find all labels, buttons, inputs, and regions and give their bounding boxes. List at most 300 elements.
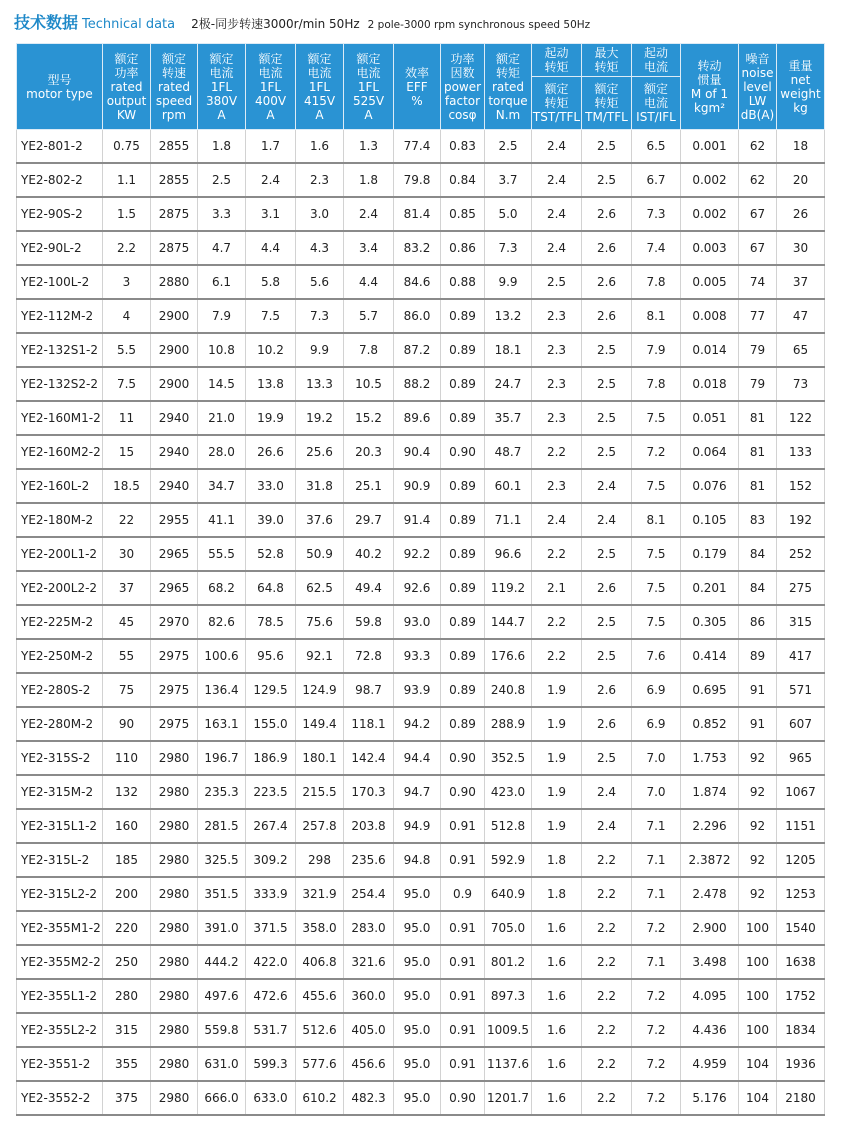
cell-starting-torque-ratio: 2.4 (532, 163, 582, 197)
cell-efficiency: 93.0 (394, 605, 441, 639)
cell-rated-speed: 2980 (151, 979, 198, 1013)
cell-moment-of-inertia: 2.3872 (681, 843, 739, 877)
cell-rated-output: 55 (103, 639, 151, 673)
cell-net-weight: 1151 (777, 809, 825, 843)
header-text-line: 转速 (161, 65, 186, 80)
cell-starting-torque-ratio: 2.1 (532, 571, 582, 605)
cell-rated-torque: 144.7 (485, 605, 532, 639)
cell-rated-speed: 2975 (151, 639, 198, 673)
cell-rated-output: 45 (103, 605, 151, 639)
table-row (17, 401, 825, 435)
header-text-line: net (790, 72, 811, 87)
cell-net-weight: 47 (777, 299, 825, 333)
cell-model: YE2-180M-2 (17, 503, 103, 537)
cell-current-525v: 2.4 (344, 197, 394, 231)
cell-power-factor: 0.86 (441, 231, 485, 265)
table-row (17, 571, 825, 605)
cell-efficiency: 84.6 (394, 265, 441, 299)
cell-rated-speed: 2980 (151, 775, 198, 809)
cell-net-weight: 275 (777, 571, 825, 605)
header-text-line: 额定 (544, 82, 569, 96)
cell-efficiency: 83.2 (394, 231, 441, 265)
cell-rated-speed: 2970 (151, 605, 198, 639)
cell-moment-of-inertia: 0.201 (681, 571, 739, 605)
header-text-line: M of 1 (690, 86, 729, 101)
table-row (17, 299, 825, 333)
cell-power-factor: 0.89 (441, 571, 485, 605)
cell-moment-of-inertia: 0.179 (681, 537, 739, 571)
cell-moment-of-inertia: 0.305 (681, 605, 739, 639)
cell-starting-current-ratio: 7.5 (632, 469, 681, 503)
cell-current-525v: 254.4 (344, 877, 394, 911)
cell-current-380v: 391.0 (198, 911, 246, 945)
cell-starting-torque-ratio: 1.9 (532, 707, 582, 741)
cell-rated-output: 4 (103, 299, 151, 333)
cell-moment-of-inertia: 0.695 (681, 673, 739, 707)
cell-starting-torque-ratio: 2.3 (532, 367, 582, 401)
cell-efficiency: 94.2 (394, 707, 441, 741)
cell-current-415v: 215.5 (296, 775, 344, 809)
header-text-line: A (364, 107, 373, 122)
table-row (17, 741, 825, 775)
cell-noise-level: 67 (739, 197, 777, 231)
cell-power-factor: 0.89 (441, 537, 485, 571)
header-text-line: 电流 (643, 60, 668, 74)
cell-model: YE2-355L1-2 (17, 979, 103, 1013)
cell-current-525v: 49.4 (344, 571, 394, 605)
cell-rated-output: 1.1 (103, 163, 151, 197)
table-row (17, 843, 825, 877)
cell-rated-speed: 2980 (151, 877, 198, 911)
header-text-line: speed (155, 93, 193, 108)
cell-current-400v: 78.5 (246, 605, 296, 639)
cell-current-525v: 170.3 (344, 775, 394, 809)
table-row (17, 809, 825, 843)
cell-current-415v: 358.0 (296, 911, 344, 945)
cell-efficiency: 95.0 (394, 1081, 441, 1115)
column-header-moment-of-inertia (681, 44, 739, 130)
header-text-line: 重量 (788, 58, 813, 73)
cell-max-torque-ratio: 2.2 (582, 1081, 632, 1115)
cell-current-400v: 3.1 (246, 197, 296, 231)
cell-current-415v: 610.2 (296, 1081, 344, 1115)
cell-efficiency: 94.7 (394, 775, 441, 809)
header-text-line: 额定 (356, 51, 381, 66)
cell-rated-torque: 13.2 (485, 299, 532, 333)
table-row (17, 503, 825, 537)
header-text-line: IST/IFL (636, 110, 676, 124)
cell-power-factor: 0.90 (441, 775, 485, 809)
cell-max-torque-ratio: 2.5 (582, 401, 632, 435)
cell-max-torque-ratio: 2.6 (582, 673, 632, 707)
cell-model: YE2-280S-2 (17, 673, 103, 707)
table-row (17, 911, 825, 945)
cell-rated-output: 18.5 (103, 469, 151, 503)
cell-current-400v: 10.2 (246, 333, 296, 367)
cell-starting-torque-ratio: 2.3 (532, 401, 582, 435)
cell-current-415v: 37.6 (296, 503, 344, 537)
cell-rated-torque: 5.0 (485, 197, 532, 231)
cell-current-380v: 1.8 (198, 130, 246, 164)
cell-moment-of-inertia: 2.296 (681, 809, 739, 843)
cell-max-torque-ratio: 2.4 (582, 469, 632, 503)
cell-starting-current-ratio: 7.5 (632, 401, 681, 435)
cell-moment-of-inertia: 4.959 (681, 1047, 739, 1081)
cell-net-weight: 1834 (777, 1013, 825, 1047)
cell-current-525v: 25.1 (344, 469, 394, 503)
cell-max-torque-ratio: 2.5 (582, 537, 632, 571)
header-text-line: 转矩 (594, 60, 619, 74)
cell-model: YE2-200L2-2 (17, 571, 103, 605)
cell-starting-torque-ratio: 2.4 (532, 197, 582, 231)
cell-rated-speed: 2955 (151, 503, 198, 537)
cell-current-525v: 20.3 (344, 435, 394, 469)
title-english: Technical data (82, 17, 176, 32)
cell-power-factor: 0.84 (441, 163, 485, 197)
cell-rated-output: 5.5 (103, 333, 151, 367)
cell-net-weight: 20 (777, 163, 825, 197)
cell-current-400v: 129.5 (246, 673, 296, 707)
cell-current-380v: 444.2 (198, 945, 246, 979)
cell-power-factor: 0.89 (441, 673, 485, 707)
cell-starting-current-ratio: 6.5 (632, 130, 681, 164)
header-numerator (582, 44, 631, 77)
cell-current-400v: 422.0 (246, 945, 296, 979)
title-chinese: 技术数据 (14, 13, 79, 32)
header-text-line: 1FL (357, 79, 380, 94)
cell-power-factor: 0.90 (441, 1081, 485, 1115)
table-row (17, 979, 825, 1013)
cell-rated-torque: 119.2 (485, 571, 532, 605)
cell-current-415v: 406.8 (296, 945, 344, 979)
cell-current-380v: 497.6 (198, 979, 246, 1013)
cell-noise-level: 84 (739, 537, 777, 571)
cell-rated-torque: 288.9 (485, 707, 532, 741)
cell-rated-speed: 2855 (151, 130, 198, 164)
cell-starting-current-ratio: 7.1 (632, 945, 681, 979)
header-text-line: LW (748, 93, 767, 108)
cell-net-weight: 192 (777, 503, 825, 537)
cell-model: YE2-132S1-2 (17, 333, 103, 367)
cell-rated-output: 110 (103, 741, 151, 775)
cell-current-525v: 142.4 (344, 741, 394, 775)
cell-starting-current-ratio: 7.2 (632, 1081, 681, 1115)
cell-model: YE2-355L2-2 (17, 1013, 103, 1047)
cell-power-factor: 0.91 (441, 1013, 485, 1047)
table-row (17, 469, 825, 503)
cell-starting-current-ratio: 7.3 (632, 197, 681, 231)
cell-rated-speed: 2900 (151, 367, 198, 401)
cell-rated-torque: 35.7 (485, 401, 532, 435)
cell-starting-torque-ratio: 2.5 (532, 265, 582, 299)
column-header-power-factor (441, 44, 485, 130)
cell-rated-output: 280 (103, 979, 151, 1013)
cell-moment-of-inertia: 0.005 (681, 265, 739, 299)
cell-rated-output: 185 (103, 843, 151, 877)
cell-power-factor: 0.89 (441, 367, 485, 401)
header-text-line: 因数 (450, 65, 475, 80)
cell-current-415v: 298 (296, 843, 344, 877)
cell-model: YE2-90L-2 (17, 231, 103, 265)
cell-noise-level: 89 (739, 639, 777, 673)
table-row (17, 1081, 825, 1115)
cell-rated-output: 15 (103, 435, 151, 469)
header-text-line: 额定 (495, 51, 520, 66)
header-text-line: N.m (495, 107, 521, 122)
cell-net-weight: 607 (777, 707, 825, 741)
cell-current-400v: 95.6 (246, 639, 296, 673)
table-row (17, 367, 825, 401)
cell-noise-level: 77 (739, 299, 777, 333)
cell-efficiency: 94.9 (394, 809, 441, 843)
cell-model: YE2-315S-2 (17, 741, 103, 775)
cell-current-525v: 283.0 (344, 911, 394, 945)
cell-moment-of-inertia: 5.176 (681, 1081, 739, 1115)
cell-current-415v: 7.3 (296, 299, 344, 333)
header-text-line: 功率 (114, 65, 139, 80)
cell-net-weight: 18 (777, 130, 825, 164)
cell-starting-current-ratio: 7.9 (632, 333, 681, 367)
table-header (17, 44, 825, 130)
cell-current-400v: 64.8 (246, 571, 296, 605)
cell-rated-torque: 705.0 (485, 911, 532, 945)
cell-rated-output: 315 (103, 1013, 151, 1047)
cell-rated-output: 37 (103, 571, 151, 605)
cell-power-factor: 0.88 (441, 265, 485, 299)
column-header-rated-torque (485, 44, 532, 130)
table-row (17, 605, 825, 639)
cell-rated-speed: 2980 (151, 1013, 198, 1047)
cell-current-525v: 72.8 (344, 639, 394, 673)
cell-current-525v: 5.7 (344, 299, 394, 333)
cell-noise-level: 91 (739, 707, 777, 741)
cell-current-380v: 281.5 (198, 809, 246, 843)
cell-moment-of-inertia: 0.064 (681, 435, 739, 469)
header-text-line: rpm (161, 107, 187, 122)
cell-net-weight: 571 (777, 673, 825, 707)
cell-rated-torque: 3.7 (485, 163, 532, 197)
cell-current-380v: 100.6 (198, 639, 246, 673)
cell-moment-of-inertia: 0.002 (681, 163, 739, 197)
header-text-line: 起动 (544, 46, 569, 60)
cell-rated-output: 75 (103, 673, 151, 707)
cell-moment-of-inertia: 2.478 (681, 877, 739, 911)
cell-moment-of-inertia: 4.436 (681, 1013, 739, 1047)
cell-starting-torque-ratio: 1.9 (532, 741, 582, 775)
cell-model: YE2-160M2-2 (17, 435, 103, 469)
cell-model: YE2-802-2 (17, 163, 103, 197)
cell-model: YE2-160L-2 (17, 469, 103, 503)
cell-rated-output: 200 (103, 877, 151, 911)
cell-current-525v: 10.5 (344, 367, 394, 401)
cell-rated-speed: 2980 (151, 843, 198, 877)
cell-current-380v: 14.5 (198, 367, 246, 401)
cell-net-weight: 417 (777, 639, 825, 673)
cell-starting-torque-ratio: 1.8 (532, 843, 582, 877)
cell-power-factor: 0.89 (441, 299, 485, 333)
cell-current-400v: 333.9 (246, 877, 296, 911)
cell-power-factor: 0.89 (441, 707, 485, 741)
cell-power-factor: 0.89 (441, 503, 485, 537)
cell-current-525v: 235.6 (344, 843, 394, 877)
cell-noise-level: 100 (739, 1013, 777, 1047)
cell-net-weight: 1253 (777, 877, 825, 911)
cell-starting-torque-ratio: 1.6 (532, 1047, 582, 1081)
header-denominator (532, 77, 581, 129)
cell-rated-speed: 2900 (151, 299, 198, 333)
cell-noise-level: 104 (739, 1047, 777, 1081)
cell-efficiency: 94.4 (394, 741, 441, 775)
cell-current-400v: 33.0 (246, 469, 296, 503)
cell-current-415v: 9.9 (296, 333, 344, 367)
cell-current-400v: 1.7 (246, 130, 296, 164)
cell-net-weight: 73 (777, 367, 825, 401)
cell-max-torque-ratio: 2.2 (582, 1013, 632, 1047)
cell-current-400v: 19.9 (246, 401, 296, 435)
cell-current-415v: 4.3 (296, 231, 344, 265)
cell-efficiency: 95.0 (394, 1013, 441, 1047)
cell-model: YE2-132S2-2 (17, 367, 103, 401)
cell-current-400v: 531.7 (246, 1013, 296, 1047)
cell-starting-current-ratio: 8.1 (632, 503, 681, 537)
cell-starting-current-ratio: 7.2 (632, 911, 681, 945)
header-text-line: 额定 (643, 82, 668, 96)
cell-starting-current-ratio: 7.1 (632, 877, 681, 911)
cell-max-torque-ratio: 2.4 (582, 503, 632, 537)
cell-power-factor: 0.90 (441, 741, 485, 775)
cell-efficiency: 93.3 (394, 639, 441, 673)
cell-max-torque-ratio: 2.5 (582, 605, 632, 639)
cell-noise-level: 62 (739, 163, 777, 197)
cell-max-torque-ratio: 2.2 (582, 945, 632, 979)
cell-current-525v: 1.3 (344, 130, 394, 164)
cell-rated-output: 220 (103, 911, 151, 945)
cell-rated-speed: 2940 (151, 469, 198, 503)
cell-rated-output: 7.5 (103, 367, 151, 401)
cell-rated-torque: 801.2 (485, 945, 532, 979)
cell-current-400v: 472.6 (246, 979, 296, 1013)
cell-starting-torque-ratio: 2.4 (532, 130, 582, 164)
cell-current-400v: 267.4 (246, 809, 296, 843)
cell-noise-level: 86 (739, 605, 777, 639)
cell-current-415v: 124.9 (296, 673, 344, 707)
cell-current-525v: 456.6 (344, 1047, 394, 1081)
header-text-line: 1FL (210, 79, 233, 94)
cell-rated-torque: 2.5 (485, 130, 532, 164)
cell-model: YE2-200L1-2 (17, 537, 103, 571)
cell-starting-current-ratio: 7.2 (632, 435, 681, 469)
cell-current-380v: 28.0 (198, 435, 246, 469)
cell-starting-torque-ratio: 2.4 (532, 231, 582, 265)
cell-model: YE2-280M-2 (17, 707, 103, 741)
cell-rated-output: 3 (103, 265, 151, 299)
cell-rated-speed: 2940 (151, 435, 198, 469)
cell-efficiency: 77.4 (394, 130, 441, 164)
cell-starting-torque-ratio: 2.2 (532, 435, 582, 469)
cell-moment-of-inertia: 0.076 (681, 469, 739, 503)
cell-current-400v: 7.5 (246, 299, 296, 333)
cell-max-torque-ratio: 2.4 (582, 775, 632, 809)
header-text-line: % (411, 93, 423, 108)
cell-current-380v: 136.4 (198, 673, 246, 707)
header-text-line: dB(A) (740, 107, 775, 122)
cell-current-415v: 25.6 (296, 435, 344, 469)
cell-current-415v: 180.1 (296, 741, 344, 775)
cell-current-400v: 4.4 (246, 231, 296, 265)
cell-rated-torque: 512.8 (485, 809, 532, 843)
table-row (17, 163, 825, 197)
cell-starting-current-ratio: 6.7 (632, 163, 681, 197)
cell-current-380v: 82.6 (198, 605, 246, 639)
cell-efficiency: 89.6 (394, 401, 441, 435)
header-text-line: output (106, 93, 147, 108)
header-text-line: EFF (406, 79, 428, 94)
header-text-line: 额定 (161, 51, 186, 66)
cell-rated-output: 30 (103, 537, 151, 571)
cell-max-torque-ratio: 2.5 (582, 435, 632, 469)
cell-current-525v: 98.7 (344, 673, 394, 707)
header-text-line: A (315, 107, 324, 122)
cell-current-415v: 3.0 (296, 197, 344, 231)
cell-noise-level: 92 (739, 775, 777, 809)
cell-net-weight: 2180 (777, 1081, 825, 1115)
cell-net-weight: 1936 (777, 1047, 825, 1081)
cell-moment-of-inertia: 0.003 (681, 231, 739, 265)
cell-model: YE2-3552-2 (17, 1081, 103, 1115)
cell-starting-torque-ratio: 2.3 (532, 333, 582, 367)
cell-current-415v: 75.6 (296, 605, 344, 639)
cell-current-380v: 68.2 (198, 571, 246, 605)
header-text-line: 电流 (258, 65, 283, 80)
cell-current-380v: 4.7 (198, 231, 246, 265)
cell-moment-of-inertia: 3.498 (681, 945, 739, 979)
header-text-line: 功率 (450, 51, 475, 66)
header-text-line: 惯量 (697, 72, 722, 87)
column-header-model (17, 44, 103, 130)
cell-starting-torque-ratio: 1.9 (532, 809, 582, 843)
cell-current-415v: 257.8 (296, 809, 344, 843)
table-row (17, 945, 825, 979)
header-denominator (582, 77, 631, 129)
table-row (17, 231, 825, 265)
cell-efficiency: 90.9 (394, 469, 441, 503)
cell-model: YE2-225M-2 (17, 605, 103, 639)
cell-current-380v: 325.5 (198, 843, 246, 877)
cell-max-torque-ratio: 2.6 (582, 231, 632, 265)
cell-starting-torque-ratio: 1.6 (532, 979, 582, 1013)
cell-rated-output: 160 (103, 809, 151, 843)
cell-efficiency: 95.0 (394, 945, 441, 979)
cell-rated-speed: 2875 (151, 231, 198, 265)
cell-rated-torque: 71.1 (485, 503, 532, 537)
cell-current-380v: 41.1 (198, 503, 246, 537)
cell-current-380v: 10.8 (198, 333, 246, 367)
cell-moment-of-inertia: 0.002 (681, 197, 739, 231)
technical-data-table (16, 43, 825, 1116)
header-text-line: TM/TFL (585, 110, 628, 124)
cell-max-torque-ratio: 2.2 (582, 843, 632, 877)
cell-model: YE2-315M-2 (17, 775, 103, 809)
cell-power-factor: 0.91 (441, 1047, 485, 1081)
cell-model: YE2-160M1-2 (17, 401, 103, 435)
cell-starting-current-ratio: 7.0 (632, 775, 681, 809)
cell-rated-output: 0.75 (103, 130, 151, 164)
table-row (17, 877, 825, 911)
table-row (17, 707, 825, 741)
cell-efficiency: 93.9 (394, 673, 441, 707)
cell-starting-torque-ratio: 1.8 (532, 877, 582, 911)
cell-current-525v: 203.8 (344, 809, 394, 843)
